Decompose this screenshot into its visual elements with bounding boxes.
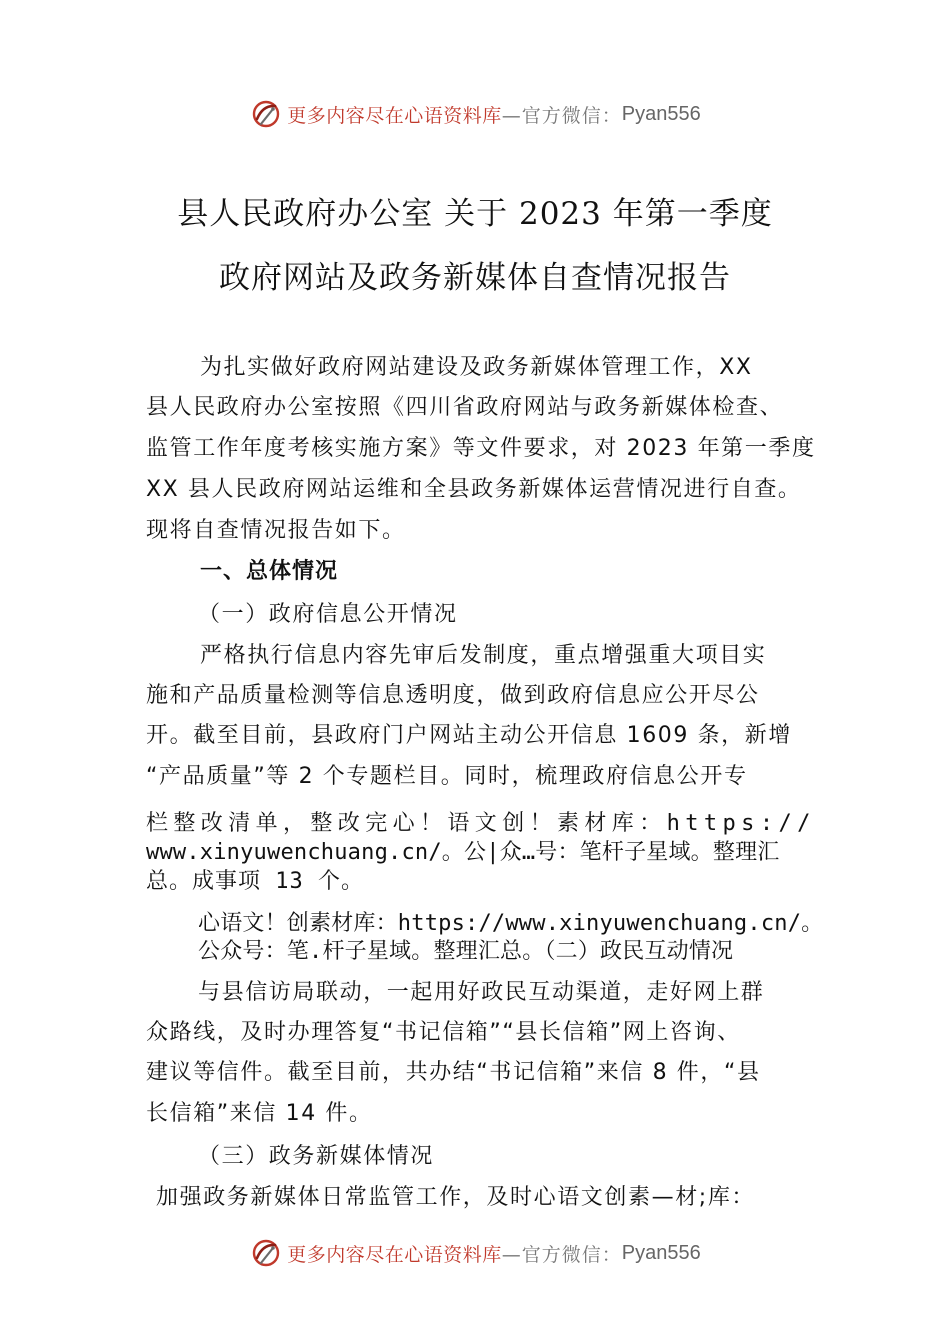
pen-swirl-logo-icon (249, 97, 283, 131)
document-title-line-1: 县人民政府办公室 关于 2023 年第一季度 (177, 196, 773, 232)
watermark-wechat-handle: Pyan556 (621, 102, 701, 125)
watermark-separator: —官方微信： (501, 104, 622, 127)
body-line: 县人民政府办公室按照《四川省政府网站与政务新媒体检查、 (146, 395, 784, 420)
body-line: 众路线，及时办理答复“书记信箱”“县长信箱”网上咨询、 (146, 1020, 741, 1045)
body-line: 公众号：笔.杆子星域。整理汇总。（二）政民互动情况 (198, 939, 734, 964)
body-line: 严格执行信息内容先审后发制度，重点增强重大项目实 (200, 643, 767, 668)
watermark-separator: —官方微信： (501, 1243, 622, 1266)
document-title-line-2: 政府网站及政务新媒体自查情况报告 (219, 260, 731, 296)
body-line: 加强政务新媒体日常监管工作，及时心语文创素—材;库： (156, 1185, 756, 1210)
body-line: www.xinyuwenchuang.cn/。公|众…号：笔杆子星域。整理汇 (146, 840, 780, 865)
body-line: 心语文！创素材库：https://www.xinyuwenchuang.cn/。 (198, 911, 824, 936)
watermark-wechat-handle: Pyan556 (621, 1241, 701, 1264)
watermark-banner-bottom (0, 1233, 950, 1273)
body-line: 为扎实做好政府网站建设及政务新媒体管理工作，XX (200, 355, 753, 380)
watermark-text: 更多内容尽在心语资料库 (287, 104, 502, 127)
body-line: 建议等信件。截至目前，共办结“书记信箱”来信 8 件，“县 (146, 1060, 761, 1085)
body-line: 栏整改清单，整改完心！语文创！素材库：https:// (146, 811, 816, 836)
body-line: 开。截至目前，县政府门户网站主动公开信息 1609 条，新增 (146, 723, 792, 748)
body-line: “产品质量”等 2 个专题栏目。同时，梳理政府信息公开专 (146, 764, 748, 789)
body-line: 现将自查情况报告如下。 (146, 518, 406, 543)
watermark-banner-top (0, 94, 950, 134)
pen-swirl-logo-icon (249, 1236, 283, 1270)
body-line: 监管工作年度考核实施方案》等文件要求，对 2023 年第一季度 (146, 436, 816, 461)
body-line: 长信箱”来信 14 件。 (146, 1101, 373, 1126)
body-line: 总。成事项 13 个。 (146, 869, 364, 894)
watermark-text: 更多内容尽在心语资料库 (287, 1243, 502, 1266)
body-line: 施和产品质量检测等信息透明度，做到政府信息应公开尽公 (146, 683, 760, 708)
section-heading: 一、总体情况 (200, 559, 339, 584)
body-line: XX 县人民政府网站运维和全县政务新媒体运营情况进行自查。 (146, 477, 802, 502)
subsection-heading: （一）政府信息公开情况 (198, 602, 458, 627)
subsection-heading: （三）政务新媒体情况 (198, 1144, 435, 1169)
body-line: 与县信访局联动，一起用好政民互动渠道，走好网上群 (198, 980, 765, 1005)
